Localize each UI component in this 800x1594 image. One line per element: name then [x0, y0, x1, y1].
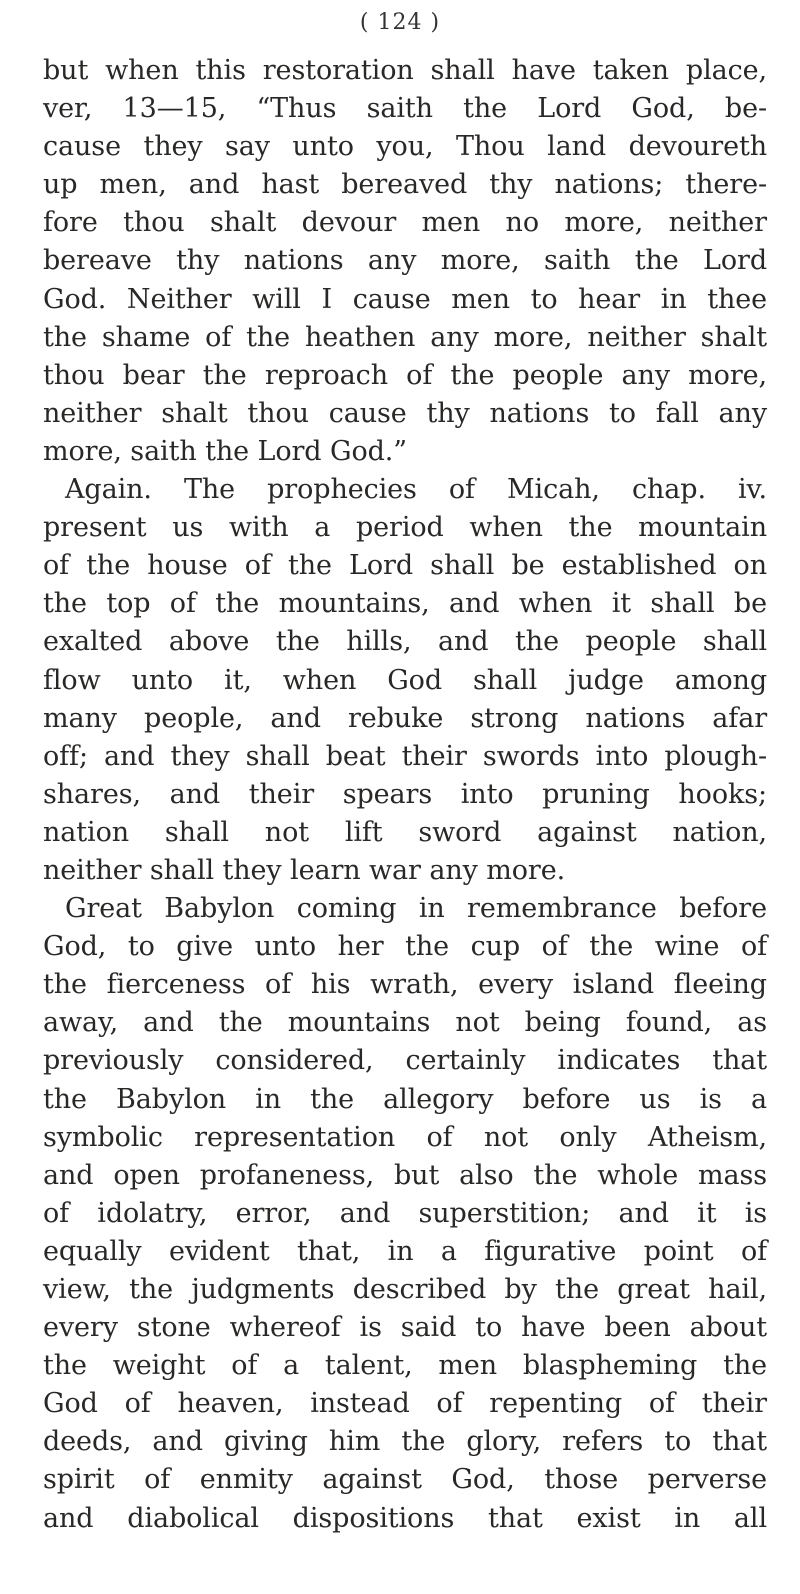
text-line: neither shall they learn war any more. — [43, 854, 566, 886]
text-line: the top of the mountains, and when it shall be — [43, 588, 767, 620]
text-line: God, to give unto her the cup of the wine of — [43, 931, 767, 963]
text-line: away, and the mountains not being found, as — [43, 1007, 767, 1039]
text-line: the weight of a talent, men blaspheming the — [43, 1350, 767, 1382]
text-line: of idolatry, error, and superstition; and it is — [43, 1197, 767, 1229]
text-line: equally evident that, in a figurative point of — [43, 1235, 767, 1267]
text-line: more, saith the Lord God.” — [43, 435, 407, 467]
text-line: previously considered, certainly indicates that — [43, 1045, 767, 1077]
text-line: of the house of the Lord shall be established on — [43, 550, 767, 582]
text-line: and open profaneness, but also the whole mass — [43, 1159, 767, 1191]
text-line: thou bear the reproach of the people any more, — [43, 359, 767, 391]
text-line: the fierceness of his wrath, every island fleeing — [43, 969, 767, 1001]
text-line: off; and they shall beat their swords into plough- — [43, 740, 767, 772]
page-body — [43, 52, 767, 1538]
text-line: exalted above the hills, and the people shall — [43, 626, 767, 658]
text-line: Again. The prophecies of Micah, chap. iv. — [65, 474, 767, 506]
text-line: fore thou shalt devour men no more, neither — [43, 207, 767, 239]
text-line: spirit of enmity against God, those perverse — [43, 1464, 767, 1496]
text-line: neither shalt thou cause thy nations to fall any — [43, 397, 767, 429]
text-line: up men, and hast bereaved thy nations; there- — [43, 169, 767, 201]
paragraph-1 — [43, 52, 767, 471]
text-line: view, the judgments described by the great hail, — [43, 1274, 767, 1305]
text-line: symbolic representation of not only Atheism, — [43, 1121, 767, 1153]
text-line: Great Babylon coming in remembrance before — [65, 893, 767, 925]
text-line: but when this restoration shall have taken place, — [43, 55, 767, 86]
text-line: ver, 13—15, “Thus saith the Lord God, be- — [43, 93, 767, 125]
paragraph-3 — [43, 890, 767, 1538]
text-line: present us with a period when the mountain — [43, 512, 767, 544]
text-line: shares, and their spears into pruning hooks; — [43, 778, 767, 810]
text-line: flow unto it, when God shall judge among — [43, 664, 767, 696]
text-line: bereave thy nations any more, saith the Lord — [43, 245, 767, 277]
text-line: the shame of the heathen any more, neither shalt — [43, 321, 767, 353]
text-line: nation shall not lift sword against nation, — [43, 816, 767, 848]
text-line: and diabolical dispositions that exist in all — [43, 1502, 767, 1534]
paragraph-2 — [43, 471, 767, 890]
text-line: the Babylon in the allegory before us is a — [43, 1083, 767, 1115]
text-line: deeds, and giving him the glory, refers to that — [43, 1426, 767, 1458]
text-line: God of heaven, instead of repenting of their — [43, 1388, 767, 1420]
text-line: God. Neither will I cause men to hear in thee — [43, 283, 767, 315]
text-line: cause they say unto you, Thou land devoureth — [43, 131, 767, 163]
text-line: every stone whereof is said to have been about — [43, 1312, 767, 1344]
page-number: ( 124 ) — [359, 10, 441, 35]
text-line: many people, and rebuke strong nations afar — [43, 702, 767, 734]
